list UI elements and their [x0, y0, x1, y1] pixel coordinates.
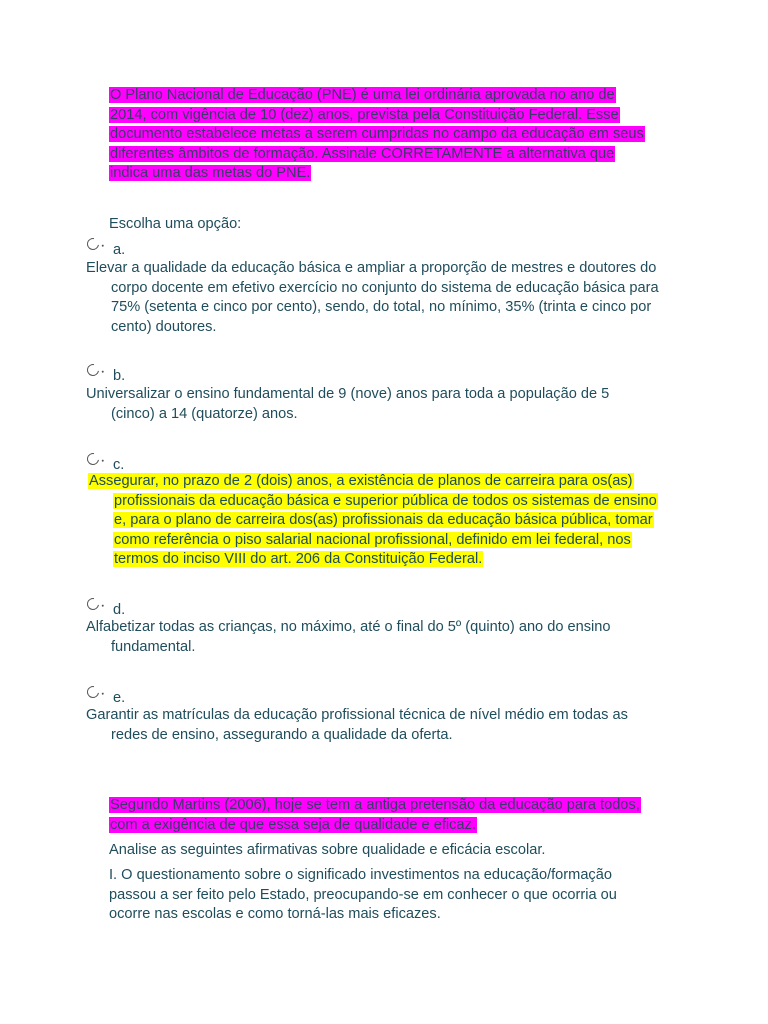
option-a-letter: a. — [113, 242, 126, 258]
question-2-instruction: Analise as seguintes afirmativas sobre qualidade e eficácia escolar. — [109, 842, 546, 858]
radio-option-a[interactable] — [85, 236, 102, 253]
option-c-text[interactable] — [88, 472, 666, 570]
radio-option-d[interactable] — [85, 596, 102, 613]
option-a-text[interactable] — [86, 259, 666, 337]
radio-option-b[interactable] — [85, 362, 102, 379]
option-b-label: Universalizar o ensino fundamental de 9 (nove) anos para toda a população de 5 (cinco) a 14 (quatorze) anos. — [86, 386, 610, 422]
option-a-label: Elevar a qualidade da educação básica e ampliar a proporção de mestres e doutores do corpo docente em efetivo exercício no conjunto do sistema de educação básica para 75% (setenta e cinco por cento), sendo, do total, no mínimo, 35% (trinta e cinco por cento) doutores. — [86, 260, 659, 335]
option-e-label: Garantir as matrículas da educação profissional técnica de nível médio em todas as redes de ensino, assegurando a qualidade da oferta. — [86, 707, 628, 743]
question-1-prompt — [109, 86, 654, 184]
question-2-prompt-text: Segundo Martins (2006), hoje se tem a antiga pretensão da educação para todos, com a exigência de que essa seja de qualidade e eficaz. — [110, 797, 640, 833]
option-d-text[interactable] — [86, 618, 636, 657]
option-d-letter: d. — [113, 602, 126, 618]
radio-option-c[interactable] — [85, 451, 102, 468]
option-d-label: Alfabetizar todas as crianças, no máximo, até o final do 5º (quinto) ano do ensino fundamental. — [86, 619, 611, 655]
question-2-prompt — [109, 796, 654, 835]
option-e-letter: e. — [113, 690, 126, 706]
option-b-text[interactable] — [86, 385, 646, 424]
option-c-letter: c. — [113, 457, 125, 473]
radio-option-e[interactable] — [85, 684, 102, 701]
option-b-letter: b. — [113, 368, 126, 384]
choose-option-label: Escolha uma opção: — [109, 216, 242, 232]
question-2-statement-1: I. O questionamento sobre o significado investimentos na educação/formação passou a ser feito pelo Estado, preocupando-se em conhecer o que ocorria ou ocorre nas escolas e como torná-las mais eficazes. — [109, 867, 617, 922]
question-1-prompt-text: O Plano Nacional de Educação (PNE) é uma lei ordinária aprovada no ano de 2014, com vigência de 10 (dez) anos, prevista pela Constituição Federal. Esse documento estabelece metas a serem cumpridas no campo da educação em seus diferentes âmbitos de formação. Assinale CORRETAMENTE a alternativa que indica uma das metas do PNE. — [110, 87, 644, 181]
option-e-text[interactable] — [86, 706, 646, 745]
option-c-label: Assegurar, no prazo de 2 (dois) anos, a existência de planos de carreira para os(as) profissionais da educação básica e superior pública de todos os sistemas de ensino e, para o plano de carreira dos(as) profissionais da educação básica pública, tomar como referência o piso salarial nacional profissional, definido em lei federal, nos termos do inciso VIII do art. 206 da Constituição Federal. — [89, 473, 657, 567]
